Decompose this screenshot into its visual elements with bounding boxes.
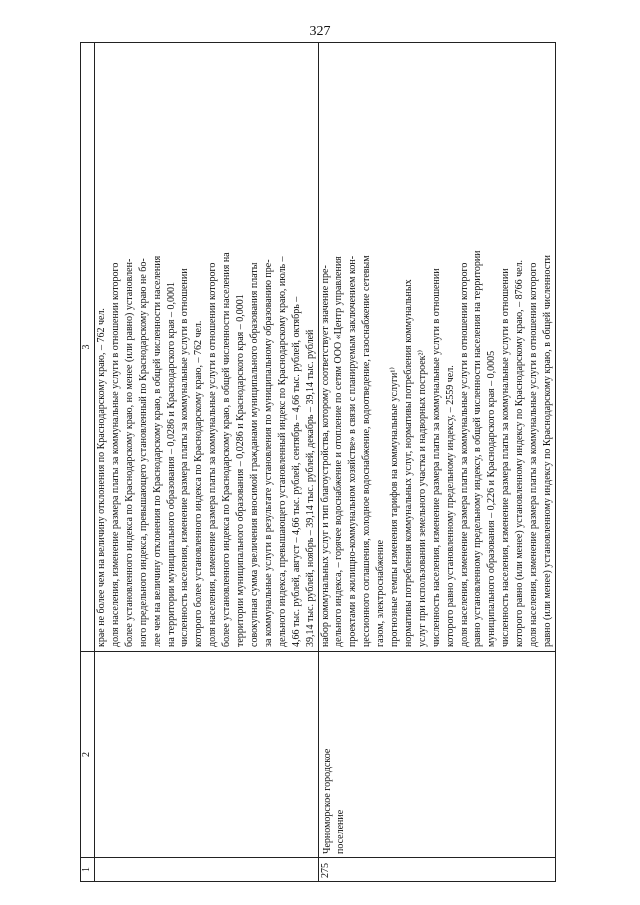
table-row-continued: [95, 43, 319, 882]
text-line: численность населения, изменение размера платы за коммунальные услуги в отношении: [179, 268, 191, 647]
text-line: которого равно установленному предельному индексу, – 2559 чел.: [444, 365, 456, 647]
row-number-cell: 275: [318, 858, 555, 882]
text-line: цессионного соглашения, холодное водоснабжение, водоотведение, газоснабжение сетевым: [361, 255, 373, 647]
text-line: нормативы потребления коммунальных услуг, нормативы потребления коммунальных: [402, 279, 414, 647]
data-table: [80, 42, 556, 882]
row-text-cell: [318, 43, 555, 652]
text-line: доля населения, изменение размера платы за коммунальные услуги в отношении которого: [207, 262, 219, 647]
text-line: территории муниципального образования – 0,0286 и Краснодарского края – 0,0001: [235, 294, 247, 647]
text-line: доля населения, изменение размера платы за коммунальные услуги в отношении которого: [528, 262, 540, 647]
text-line: 4,66 тыс. рублей, август – 4,66 тыс. рублей, сентябрь – 4,66 тыс. рублей, октябрь –: [290, 296, 302, 647]
text-line: доля населения, изменение размера платы за коммунальные услуги в отношении которого: [109, 262, 121, 647]
row-name-line: поселение: [335, 809, 347, 854]
text-line: набор коммунальных услуг и тип благоустройства, которому соответствует значение пре-: [319, 265, 331, 647]
text-line: услуг при использовании земельного участка и надворных построек²⁾: [416, 350, 428, 647]
row-name-line: Черноморское городское: [321, 748, 333, 854]
text-line: за коммунальные услуги в результате установления по муниципальному образованию пре-: [262, 259, 274, 647]
text-line: ного предельного индекса, превышающего установленный по Краснодарскому краю не бо-: [137, 258, 149, 647]
text-line: 39,14 тыс. рублей, ноябрь – 39,14 тыс. рублей, декабрь – 39,14 тыс. рублей: [304, 329, 316, 647]
cont-text-cell: [95, 43, 319, 652]
table-rotated: [80, 42, 610, 882]
text-line: проектами в жилищно-коммунальном хозяйстве» в связи с планируемым заключением кон-: [347, 255, 359, 647]
text-line: муниципального образования – 0,226 и Краснодарского края – 0,0005: [486, 350, 498, 647]
cont-number-cell: [95, 858, 319, 882]
text-line: крае не более чем на величину отклонения по Краснодарскому краю, – 762 чел.: [96, 308, 107, 647]
text-line: численность населения, изменение размера платы за коммунальные услуги в отношении: [430, 268, 442, 647]
page-number: 327: [309, 24, 331, 39]
text-line: которого равно (или менее) установленному индексу по Краснодарскому краю, – 8766 чел.: [514, 259, 526, 647]
text-line: более установленного индекса по Краснодарскому краю, в общей численности населения на: [221, 252, 233, 647]
text-line: газом, электроснабжение: [375, 539, 387, 647]
header-col-1: 1: [81, 858, 95, 882]
row-name-cell: [318, 652, 555, 858]
text-line: совокупная сумма увеличения вносимой гражданами муниципального образования платы: [248, 262, 260, 647]
header-col-2: 2: [81, 652, 95, 858]
text-line: лее чем на величину отклонения по Краснодарскому краю, в общей численности населения: [151, 255, 163, 647]
text-line: доля населения, изменение размера платы за коммунальные услуги в отношении которого: [458, 262, 470, 647]
table-row: [318, 43, 555, 882]
text-line: дельного индекса, – горячее водоснабжение и отопление по сетям ООО «Центр управления: [333, 256, 345, 647]
text-line: более установленного индекса по Краснодарскому краю, но менее (или равно) установлен-: [123, 258, 135, 647]
text-line: равно установленному предельному индексу, в общей численности населения на территории: [472, 250, 484, 647]
header-col-3: 3: [81, 43, 95, 652]
text-line: дельного индекса, превышающего установленный индекс по Краснодарскому краю, июль –: [276, 256, 288, 647]
text-line: численность населения, изменение размера платы за коммунальные услуги в отношении: [500, 268, 512, 647]
text-line: на территории муниципального образования – 0,0286 и Краснодарского края – 0,0001: [165, 281, 177, 647]
rotated-table-area: [80, 42, 610, 882]
text-line: прогнозные темпы изменения тарифов на коммунальные услуги¹⁾: [389, 367, 401, 647]
table-header-row: [81, 43, 95, 882]
cont-name-cell: [95, 652, 319, 858]
text-line: равно (или менее) установленному индексу по Краснодарскому краю, в общей численности: [542, 255, 553, 647]
text-line: которого более установленного индекса по Краснодарскому краю, – 762 чел.: [193, 320, 205, 647]
